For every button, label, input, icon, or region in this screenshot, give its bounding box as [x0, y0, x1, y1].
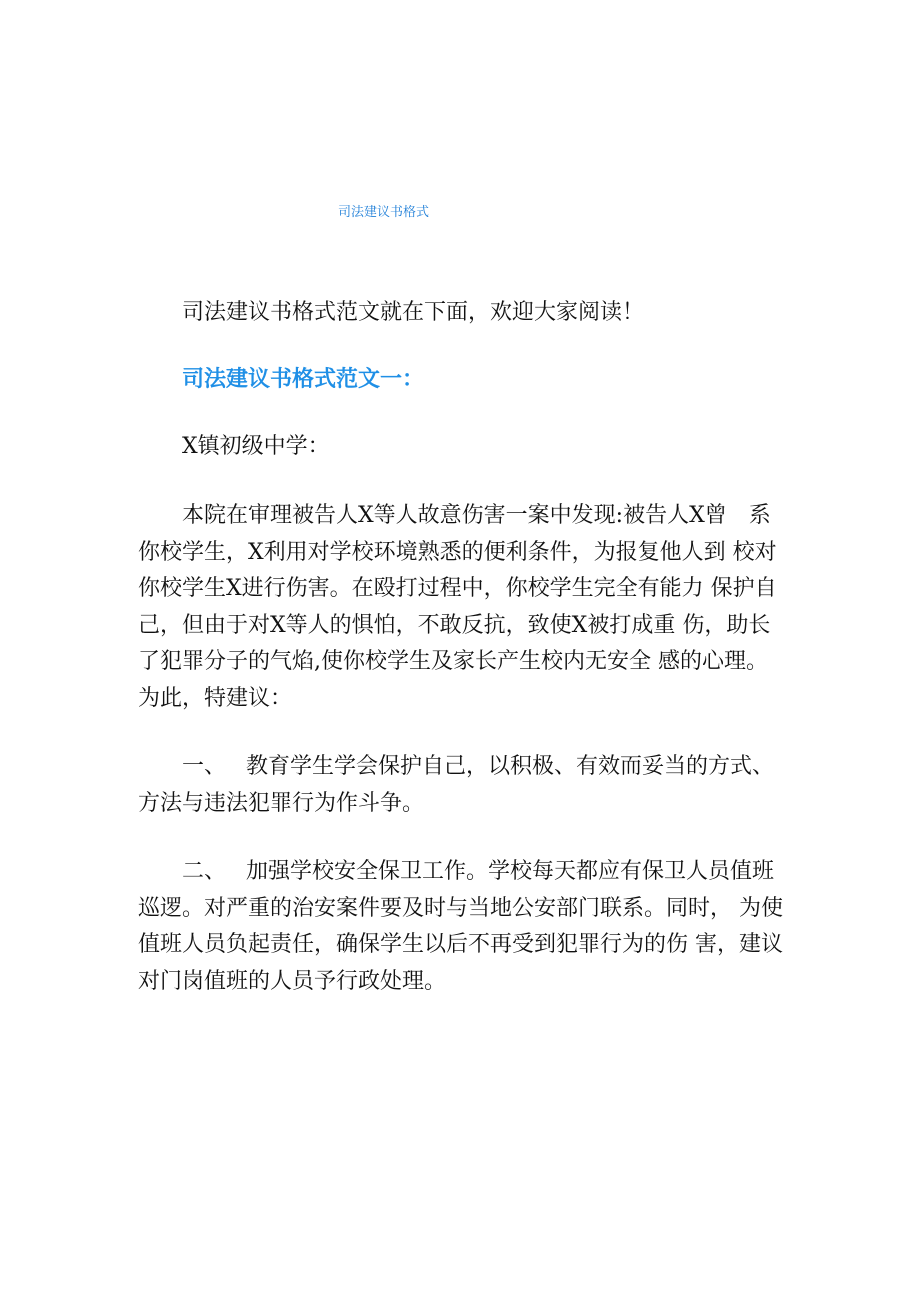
item-number: 一、: [182, 754, 227, 779]
intro-paragraph: 司法建议书格式范文就在下面，欢迎大家阅读！: [182, 300, 645, 325]
body-paragraph: 本院在审理被告人X等人故意伤害一案中发现:被告人X曾 系你校学生，X利用对学校环境熟悉的便利条件，为报复他人到 校对你校学生X进行伤害。在殴打过程中，你校学生完全有能力 保护自己，但由于对X等人的惧怕，不敢反抗，致使X被打成重 伤，助长了犯罪分子的气焰,使你校学生及家长产生校内无安全 感的心理。为此，特建议：: [138, 503, 777, 711]
suggestion-item-2: [138, 854, 788, 1000]
section-heading: 司法建议书格式范文一：: [182, 366, 425, 392]
suggestion-item-1: [138, 749, 788, 822]
item-text: 加强学校安全保卫工作。学校每天都应有保卫人员值班巡逻。对严重的治安案件要及时与当地公安部门联系。同时， 为使值班人员负起责任，确保学生以后不再受到犯罪行为的伤 害，建议对门岗值班的人员予行政处理。: [138, 859, 783, 994]
document-body: [138, 295, 788, 1000]
addressee: X镇初级中学：: [182, 433, 330, 459]
item-text: 教育学生学会保护自己，以积极、有效而妥当的方式、方法与违法犯罪行为作斗争。: [138, 754, 775, 816]
item-number: 二、: [182, 859, 227, 884]
page-header-title: 司法建议书格式: [338, 205, 430, 220]
